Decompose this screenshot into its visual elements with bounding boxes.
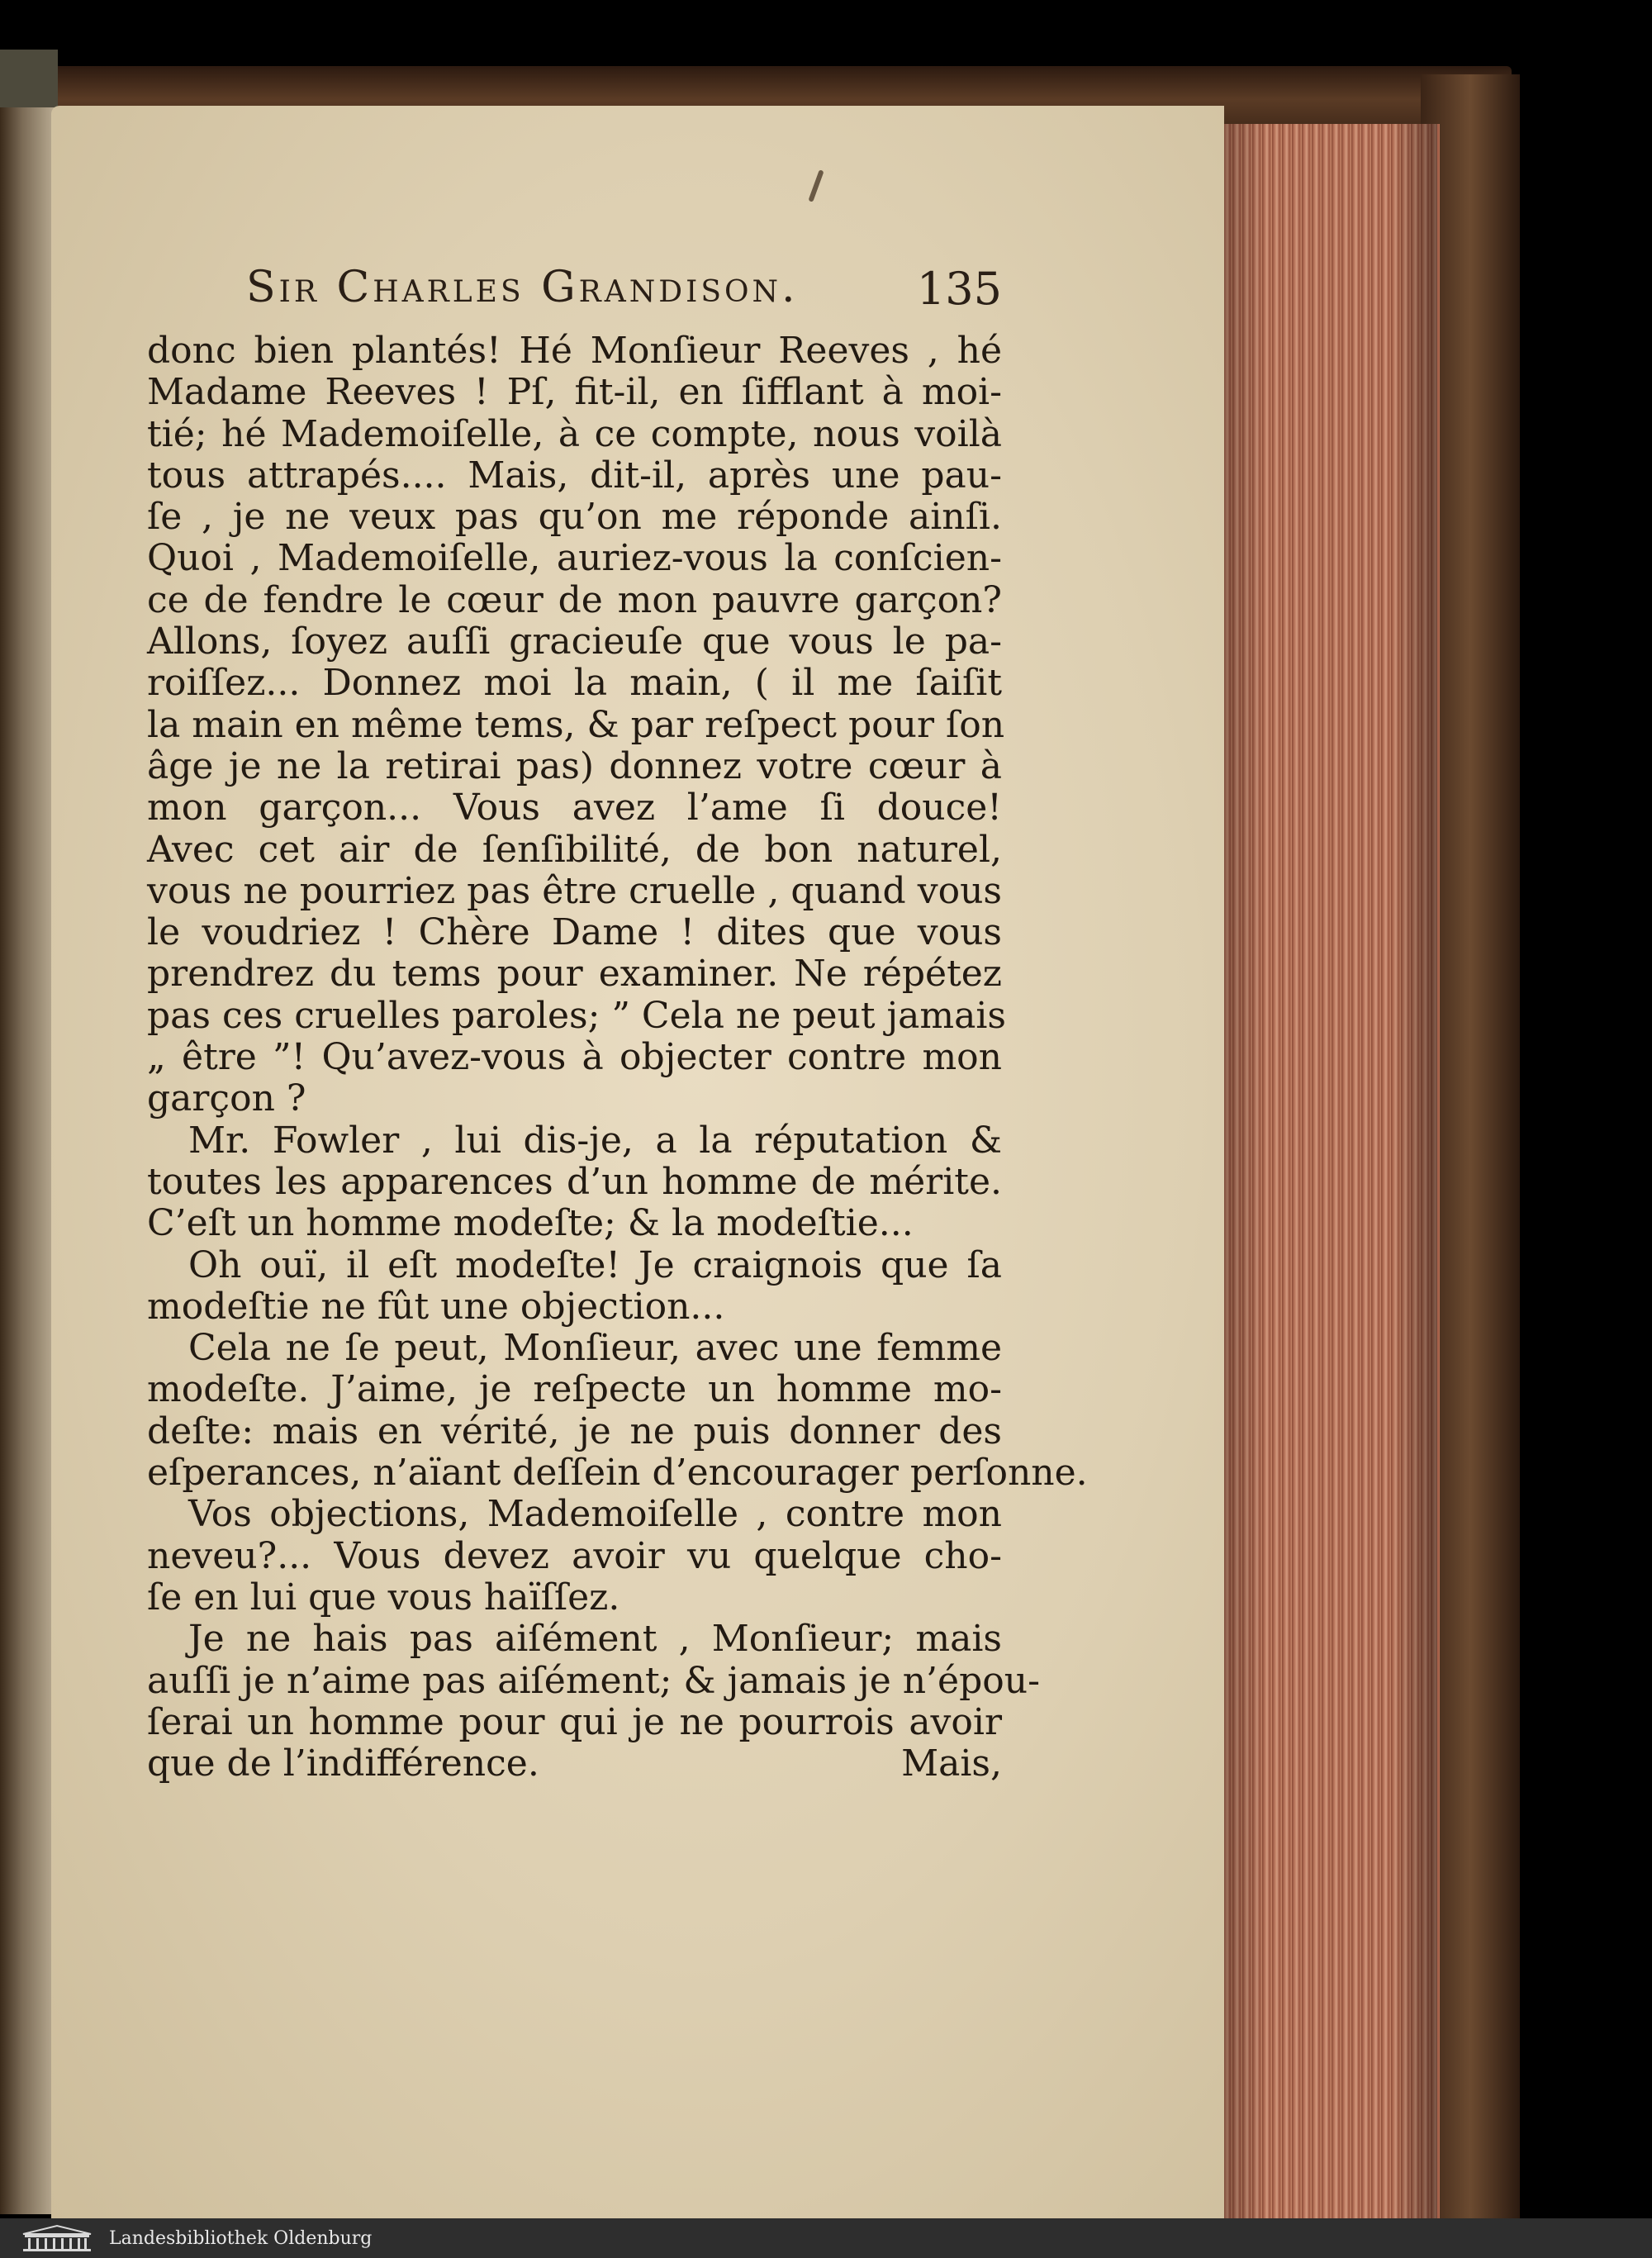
page-header (147, 263, 1002, 337)
text-line: ſe , je ne veux pas qu’on me réponde ainſi. (147, 496, 1002, 539)
text-line: tié; hé Mademoiſelle, à ce compte, nous voilà (147, 412, 1002, 455)
text-line-with-catchword (147, 1743, 1002, 1785)
body-text (147, 330, 1088, 1785)
text-line: deſte: mais en vérité, je ne puis donner des (147, 1409, 1002, 1452)
text-line: eſperances, n’aïant deſſein d’encourager perſonne. (147, 1452, 1088, 1495)
text-line: „ être ”! Qu’avez-vous à objecter contre mon (147, 1036, 1002, 1079)
text-line: ce de fendre le cœur de mon pauvre garçon? (147, 578, 1002, 621)
footer-bar (0, 2218, 1652, 2258)
catchword: Mais, (901, 1742, 1002, 1785)
page-number: 135 (916, 263, 1002, 315)
previous-page-edge (0, 107, 55, 2214)
text-line: roiſſez... Donnez moi la main, ( il me ſaiſit (147, 662, 1002, 705)
text-line: mon garçon... Vous avez l’ame ſi douce! (147, 787, 1002, 830)
text-line: Avec cet air de ſenſibilité, de bon naturel, (147, 828, 1002, 871)
text-line-end: que de l’indifférence. (147, 1742, 539, 1785)
text-line: Cela ne ſe peut, Monſieur, avec une femme (188, 1327, 1002, 1370)
text-line: ſe en lui que vous haïſſez. (147, 1576, 620, 1619)
text-line: pas ces cruelles paroles; ” Cela ne peut jamais (147, 994, 1006, 1037)
text-line: Vos objections, Mademoiſelle , contre mon (188, 1493, 1002, 1536)
text-line: auſſi je n’aime pas aiſément; & jamais je n’épou- (147, 1659, 1040, 1702)
text-line: neveu?... Vous devez avoir vu quelque cho- (147, 1534, 1002, 1577)
text-line: toutes les apparences d’un homme de mérite. (147, 1160, 1002, 1203)
text-line: modeſte. J’aime, je reſpecte un homme mo- (147, 1368, 1002, 1411)
text-line: tous attrapés.... Mais, dit-il, après une pau- (147, 454, 1002, 497)
text-line: le voudriez ! Chère Dame ! dites que vous (147, 911, 1002, 954)
text-line: donc bien plantés! Hé Monſieur Reeves , hé (147, 330, 1002, 372)
text-line: la main en même tems, & par reſpect pour ſon (147, 703, 1005, 746)
text-line: ſerai un homme pour qui je ne pourrois avoir (147, 1700, 1002, 1743)
text-line: Allons, ſoyez auſſi gracieuſe que vous le pa- (147, 620, 1002, 663)
text-line: âge je ne la retirai pas) donnez votre cœur à (147, 744, 1002, 787)
text-line: Madame Reeves ! Pſ, fit-il, en ſifflant à moi- (147, 371, 1002, 414)
text-line: modeſtie ne fût une objection... (147, 1285, 725, 1328)
text-line: Quoi , Mademoiſelle, auriez-vous la conſcien- (147, 537, 1002, 580)
library-building-icon (17, 2222, 97, 2254)
library-name: Landesbibliothek Oldenburg (109, 2227, 373, 2249)
text-line: C’eſt un homme modeſte; & la modeſtie... (147, 1202, 914, 1245)
text-line: garçon ? (147, 1077, 306, 1120)
text-line: Je ne hais pas aiſément , Monſieur; mais (188, 1618, 1002, 1661)
text-line: Mr. Fowler , lui dis-je, a la réputation & (188, 1119, 1002, 1162)
text-line: Oh ouï, il eſt modeſte! Je craignois que ſa (188, 1243, 1002, 1286)
running-head: Sir Charles Grandison. (246, 263, 799, 312)
text-line: prendrez du tems pour examiner. Ne répétez (147, 953, 1002, 996)
text-line: vous ne pourriez pas être cruelle , quand vous (147, 869, 1002, 912)
